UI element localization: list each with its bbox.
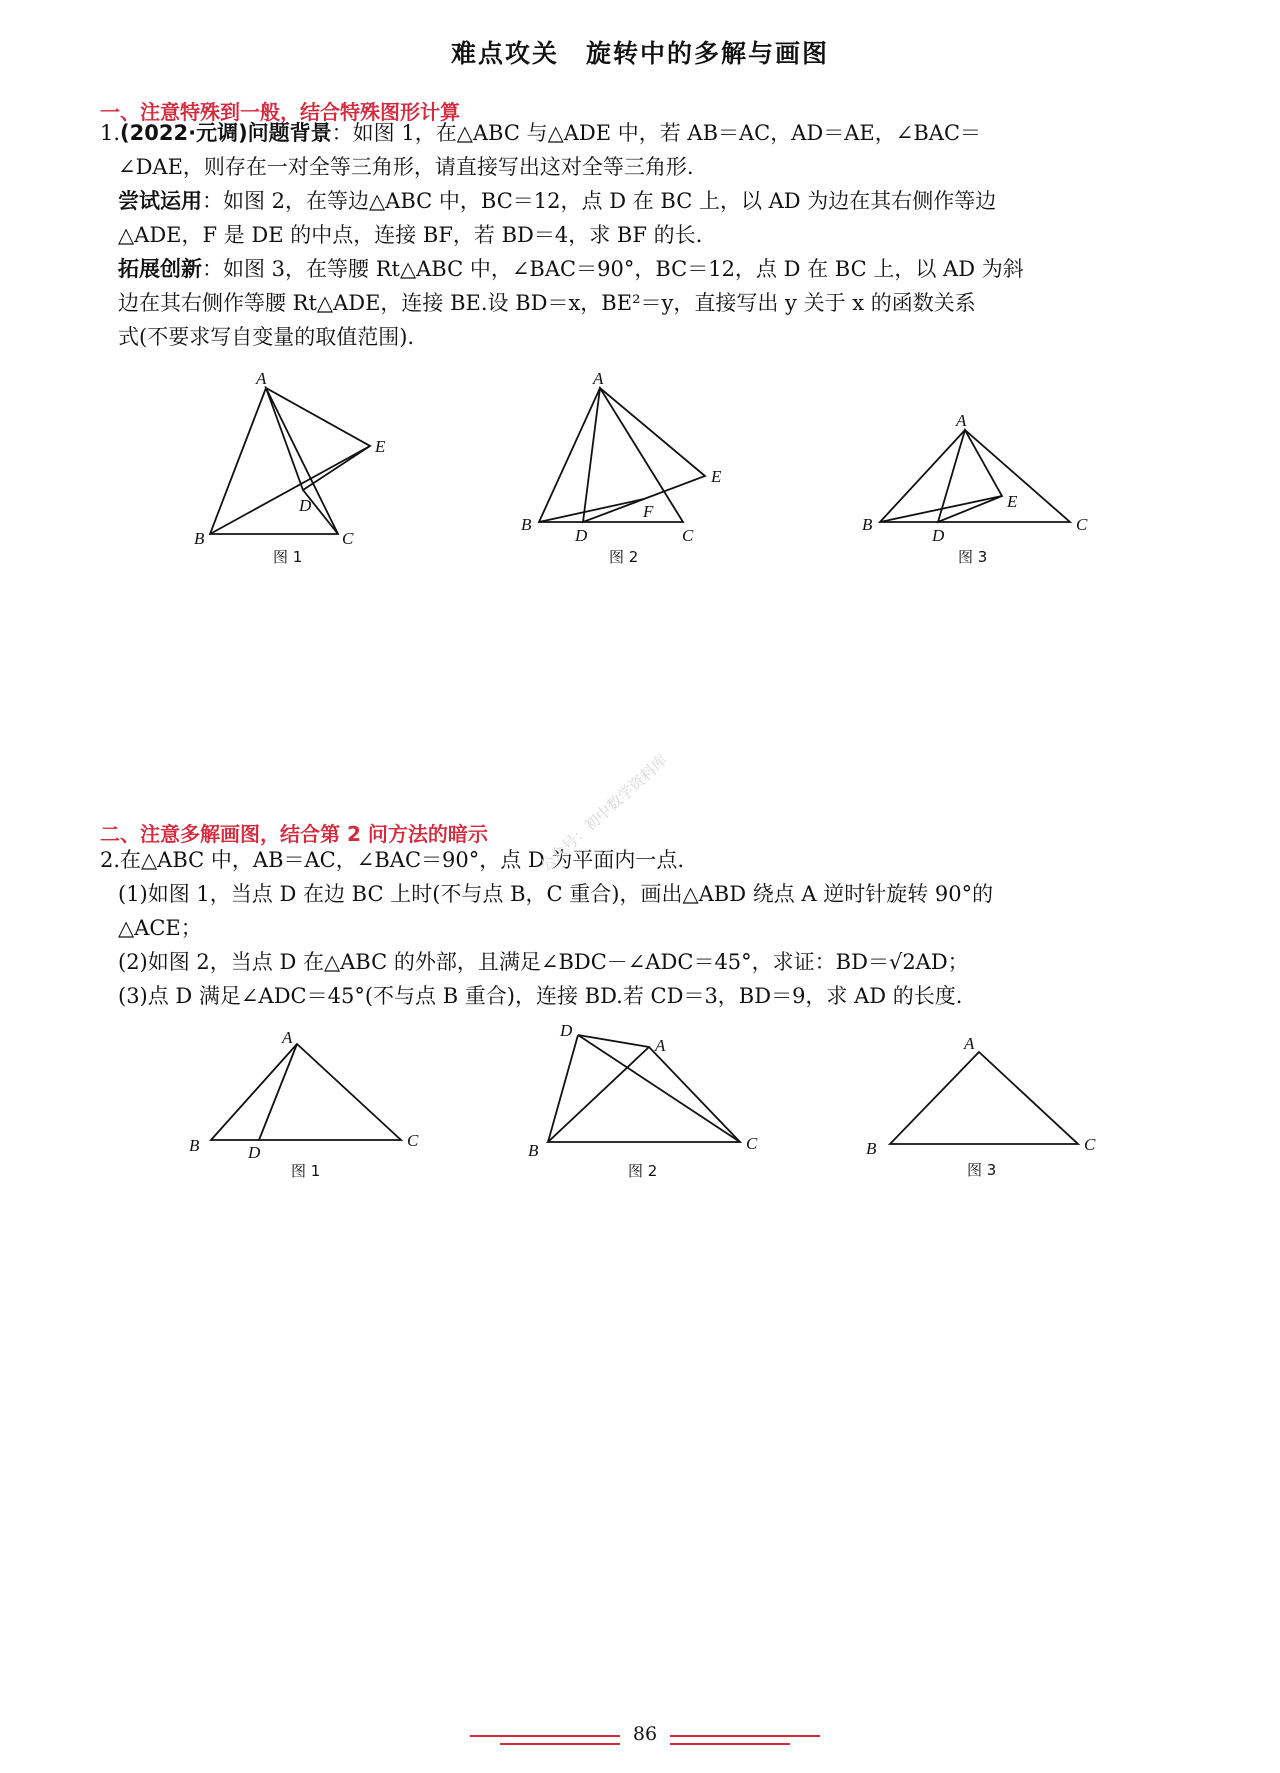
page-title: 难点攻关 旋转中的多解与画图	[450, 39, 829, 68]
q1-figure-3	[860, 400, 1090, 550]
q2-fig1-label-a: A	[282, 1028, 293, 1047]
fig1-segment-be	[210, 446, 370, 534]
page-number: 86	[632, 1723, 658, 1745]
q1-figure-2	[515, 370, 745, 550]
q2-fig1-label-c: C	[407, 1131, 419, 1150]
q1-fig1-caption: 图 1	[273, 548, 303, 566]
q2-fig1-segment-ad	[259, 1044, 297, 1140]
fig1-label-d: D	[299, 496, 312, 515]
footer-rule-left-top	[470, 1735, 620, 1737]
watermark: 公众号：初中数学资料库	[536, 751, 672, 875]
fig2-label-d: D	[575, 526, 588, 545]
q2-fig2-segment-db	[548, 1035, 578, 1142]
fig2-label-f: F	[643, 502, 654, 521]
q2-fig2-caption: 图 2	[628, 1162, 658, 1180]
q2-fig2-triangle-abc	[548, 1047, 740, 1142]
q1-try-lead: 尝试运用	[118, 189, 202, 213]
q2-part2: (2)如图 2，当点 D 在△ABC 的外部，且满足∠BDC－∠ADC＝45°，求证：BD＝√2AD；	[118, 950, 969, 974]
q1-figure-1	[180, 370, 400, 550]
q1-ext-text1: ：如图 3，在等腰 Rt△ABC 中，∠BAC＝90°，BC＝12，点 D 在 BC 上，以 AD 为斜	[202, 257, 1024, 281]
q2-fig2-label-b: B	[528, 1141, 539, 1160]
q2-fig3-caption: 图 3	[967, 1161, 997, 1179]
fig2-label-a: A	[593, 369, 604, 388]
footer-rule-right-bottom	[670, 1743, 790, 1745]
q2-fig3-label-b: B	[866, 1139, 877, 1158]
fig3-label-e: E	[1007, 492, 1018, 511]
q2-figure-2	[520, 1021, 770, 1160]
fig2-triangle-abc	[539, 388, 683, 522]
q2-stem: 2.在△ABC 中，AB＝AC，∠BAC＝90°，点 D 为平面内一点.	[100, 848, 685, 872]
fig1-label-e: E	[375, 437, 386, 456]
fig1-label-c: C	[342, 529, 354, 548]
fig3-label-a: A	[956, 411, 967, 430]
fig1-label-b: B	[194, 529, 205, 548]
fig2-label-e: E	[711, 467, 722, 486]
page-footer	[0, 1725, 1280, 1765]
fig3-label-c: C	[1076, 515, 1088, 534]
fig2-label-c: C	[682, 526, 694, 545]
q1-ext-line2: 边在其右侧作等腰 Rt△ADE，连接 BE.设 BD＝x，BE²＝y，直接写出 y 关于 x 的函数关系	[118, 291, 976, 315]
q2-fig1-caption: 图 1	[291, 1162, 321, 1180]
q2-part1-line1: (1)如图 1，当点 D 在边 BC 上时(不与点 B，C 重合)，画出△ABD 绕点 A 逆时针旋转 90°的	[118, 882, 994, 906]
q1-number: 1.	[100, 121, 121, 145]
fig3-label-b: B	[862, 515, 873, 534]
q1-ext-line3: 式(不要求写自变量的取值范围).	[118, 325, 415, 349]
q1-ext-lead: 拓展创新	[118, 257, 202, 281]
fig3-segment-be	[880, 496, 1002, 522]
q1-source: (2022·元调)	[120, 121, 248, 145]
q1-try-line2: △ADE，F 是 DE 的中点，连接 BF，若 BD＝4，求 BF 的长.	[118, 223, 703, 247]
q2-fig2-label-d: D	[560, 1021, 573, 1040]
q1-bg-text1: ：如图 1，在△ABC 与△ADE 中，若 AB＝AC，AD＝AE，∠BAC＝	[331, 121, 982, 145]
q2-fig2-label-c: C	[746, 1134, 758, 1153]
q1-try-text1: ：如图 2，在等边△ABC 中，BC＝12，点 D 在 BC 上，以 AD 为边在其右侧作等边	[202, 189, 997, 213]
fig3-label-d: D	[932, 526, 945, 545]
fig3-triangle-abc	[880, 430, 1070, 522]
q1-bg-line2: ∠DAE，则存在一对全等三角形，请直接写出这对全等三角形.	[118, 155, 694, 179]
q1-fig2-caption: 图 2	[609, 548, 639, 566]
q2-fig1-label-b: B	[189, 1136, 200, 1155]
fig2-label-b: B	[521, 515, 532, 534]
q1-bg-lead: 问题背景	[247, 121, 332, 145]
q2-part3: (3)点 D 满足∠ADC＝45°(不与点 B 重合)，连接 BD.若 CD＝3，BD＝9，求 AD 的长度.	[118, 984, 963, 1008]
q2-block	[100, 843, 1175, 1013]
section2-heading: 二、注意多解画图，结合第 2 问方法的暗示	[100, 822, 488, 846]
q1-try-line1	[100, 184, 1175, 218]
q2-fig3-label-a: A	[964, 1034, 975, 1053]
section1-heading: 一、注意特殊到一般，结合特殊图形计算	[100, 100, 460, 124]
q2-part1-line2: △ACE；	[118, 916, 202, 940]
q1-ext-line1	[100, 252, 1175, 286]
footer-rule-right-top	[670, 1735, 820, 1737]
q1-block	[100, 116, 1175, 354]
q2-figure-1	[185, 1030, 425, 1160]
q1-bg-line1	[100, 116, 1175, 150]
q2-fig2-label-a: A	[655, 1036, 666, 1055]
q2-fig3-label-c: C	[1084, 1135, 1096, 1154]
q1-fig3-caption: 图 3	[958, 548, 988, 566]
q2-fig3-triangle-abc	[890, 1052, 1078, 1144]
q2-figure-3	[862, 1030, 1102, 1160]
q2-fig1-triangle-abc	[211, 1044, 401, 1140]
fig1-label-a: A	[256, 369, 267, 388]
footer-rule-left-bottom	[500, 1743, 620, 1745]
q2-fig1-label-d: D	[248, 1143, 261, 1162]
